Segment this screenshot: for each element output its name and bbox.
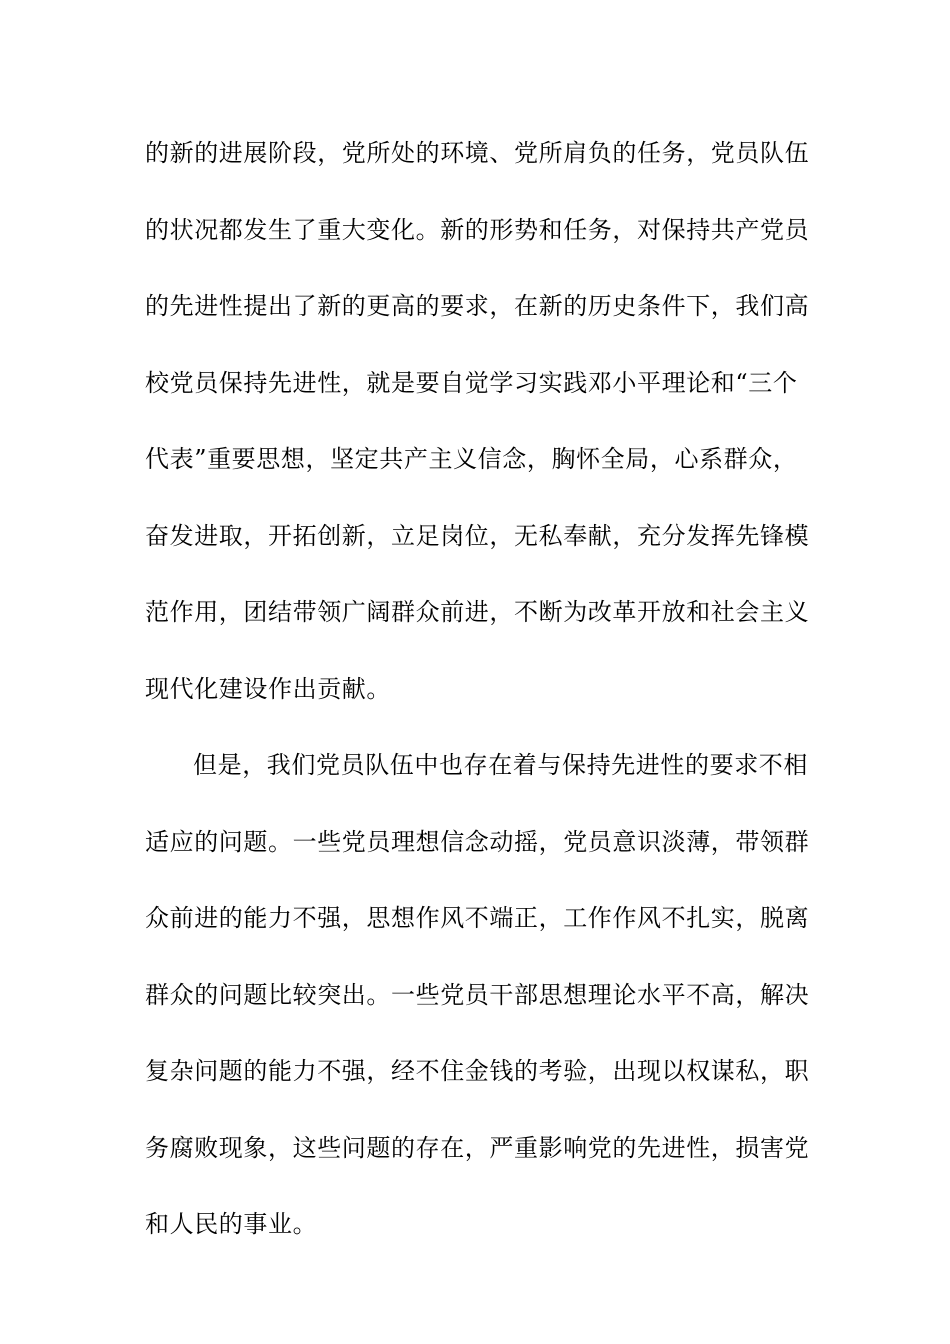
paragraph-line: 务腐败现象，这些问题的存在，严重影响党的先进性，损害党 [145, 1133, 810, 1162]
paragraph-line: 范作用，团结带领广阔群众前进，不断为改革开放和社会主义 [145, 598, 810, 626]
paragraph-line: 但是，我们党员队伍中也存在着与保持先进性的要求不相 [193, 751, 808, 779]
paragraph-line: 的状况都发生了重大变化。新的形势和任务，对保持共产党员 [145, 215, 810, 244]
body-text [145, 126, 810, 1274]
paragraph-line: 现代化建设作出贡献。 [145, 674, 391, 703]
paragraph-line: 群众的问题比较突出。一些党员干部思想理论水平不高，解决 [145, 980, 810, 1009]
paragraph-line: 奋发进取，开拓创新，立足岗位，无私奉献，充分发挥先锋模 [145, 521, 810, 550]
paragraph-line: 的新的进展阶段，党所处的环境、党所肩负的任务，党员队伍 [145, 139, 810, 167]
paragraph-line: 代表”重要思想，坚定共产主义信念，胸怀全局，心系群众， [145, 445, 798, 473]
paragraph-line: 的先进性提出了新的更高的要求，在新的历史条件下，我们高 [145, 292, 810, 320]
paragraph-line: 适应的问题。一些党员理想信念动摇，党员意识淡薄，带领群 [145, 827, 810, 856]
paragraph-line: 众前进的能力不强，思想作风不端正，工作作风不扎实，脱离 [145, 904, 810, 932]
paragraph-line: 校党员保持先进性，就是要自觉学习实践邓小平理论和“三个 [145, 368, 798, 397]
paragraph-line: 和人民的事业。 [145, 1210, 318, 1238]
paragraph-line: 复杂问题的能力不强，经不住金钱的考验，出现以权谋私，职 [145, 1057, 810, 1085]
